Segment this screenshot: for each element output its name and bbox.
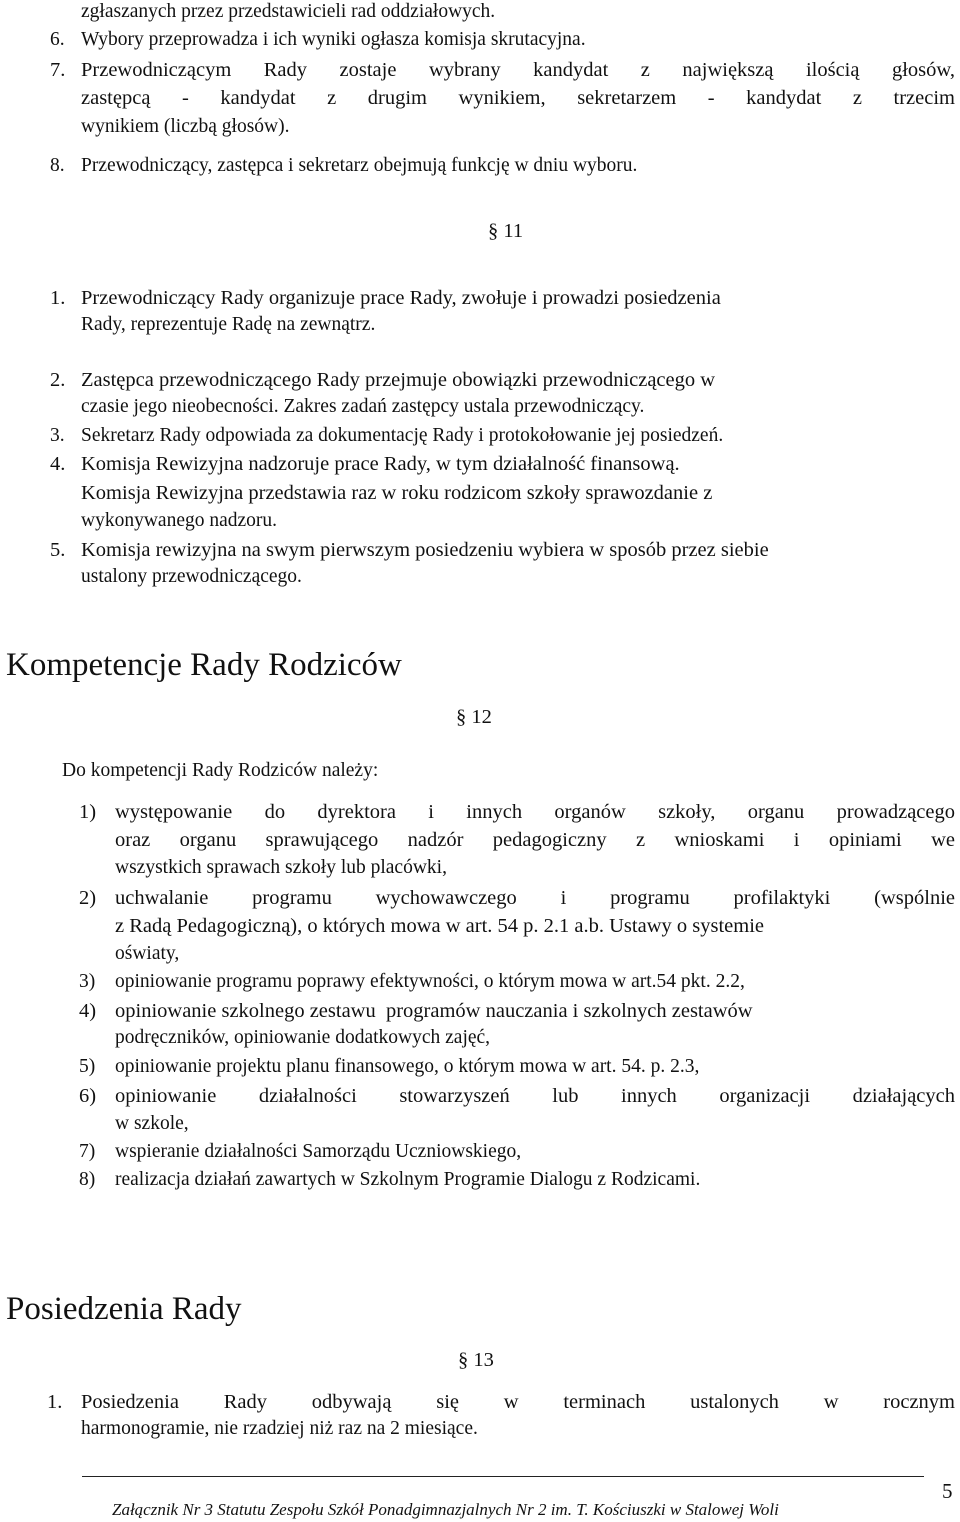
list-item-text: Posiedzenia Rady odbywają się w terminach ustalonych w rocznym	[81, 1391, 955, 1413]
list-item-text: opiniowanie szkolnego zestawu programów nauczania i szkolnych zestawów	[115, 1000, 753, 1022]
section-sign-13: § 13	[458, 1349, 494, 1371]
list-item-text: wykonywanego nadzoru.	[81, 510, 278, 531]
list-item-number: 4.	[50, 453, 66, 475]
list-item-number: 7)	[79, 1141, 96, 1162]
footer-divider	[82, 1476, 924, 1477]
list-item-text: oraz organu sprawującego nadzór pedagogiczny z wnioskami i opiniami we	[115, 829, 955, 851]
list-item-text: wynikiem (liczbą głosów).	[81, 116, 290, 137]
list-item-text: opiniowanie działalności stowarzyszeń lub innych organizacji działających	[115, 1085, 955, 1107]
list-item-text: harmonogramie, nie rzadziej niż raz na 2 miesiące.	[81, 1418, 478, 1439]
list-item-text: Przewodniczący, zastępca i sekretarz obejmują funkcję w dniu wyboru.	[81, 155, 638, 176]
list-item-text: w szkole,	[115, 1113, 189, 1134]
list-item-number: 8.	[50, 155, 65, 176]
list-item-text: uchwalanie programu wychowawczego i programu profilaktyki (wspólnie	[115, 887, 955, 909]
list-item-text: Komisja Rewizyjna przedstawia raz w roku rodzicom szkoły sprawozdanie z	[81, 482, 713, 504]
section-sign-12: § 12	[456, 706, 492, 728]
list-item-number: 4)	[79, 1000, 97, 1022]
list-item-text: Komisja rewizyjna na swym pierwszym posiedzeniu wybiera w sposób przez siebie	[81, 539, 769, 561]
section-heading-competences: Kompetencje Rady Rodziców	[6, 647, 402, 683]
list-item-number: 3.	[50, 425, 65, 446]
list-item-number: 3)	[79, 971, 96, 992]
list-item-text: wszystkich sprawach szkoły lub placówki,	[115, 857, 447, 878]
list-item-number: 8)	[79, 1169, 96, 1190]
list-item-text: realizacja działań zawartych w Szkolnym Programie Dialogu z Rodzicami.	[115, 1169, 701, 1190]
list-item-text: podręczników, opiniowanie dodatkowych zajęć,	[115, 1027, 491, 1048]
footer-text: Załącznik Nr 3 Statutu Zespołu Szkół Ponadgimnazjalnych Nr 2 im. T. Kościuszki w Stalowej Woli	[112, 1500, 779, 1519]
list-item-number: 1.	[47, 1391, 63, 1413]
list-item-text: zastępcą - kandydat z drugim wynikiem, sekretarzem - kandydat z trzecim	[81, 87, 955, 109]
list-item-text: Zastępca przewodniczącego Rady przejmuje obowiązki przewodniczącego w	[81, 369, 716, 391]
list-item-number: 1)	[79, 801, 97, 823]
list-item-number: 2.	[50, 369, 66, 391]
list-item-text: zgłaszanych przez przedstawicieli rad oddziałowych.	[81, 1, 496, 22]
list-item-text: występowanie do dyrektora i innych organów szkoły, organu prowadzącego	[115, 801, 955, 823]
list-item-text: wspieranie działalności Samorządu Uczniowskiego,	[115, 1141, 522, 1162]
list-item-number: 6)	[79, 1085, 97, 1107]
list-item-text: Sekretarz Rady odpowiada za dokumentację Rady i protokołowanie jej posiedzeń.	[81, 425, 724, 446]
section-heading-meetings: Posiedzenia Rady	[6, 1291, 242, 1327]
list-item-number: 2)	[79, 887, 97, 909]
list-item-text: Przewodniczącym Rady zostaje wybrany kandydat z największą ilością głosów,	[81, 59, 955, 81]
list-item-number: 6.	[50, 29, 65, 50]
list-item-text: Komisja Rewizyjna nadzoruje prace Rady, w tym działalność finansową.	[81, 453, 680, 475]
list-item-text: Przewodniczący Rady organizuje prace Rady, zwołuje i prowadzi posiedzenia	[81, 287, 721, 309]
list-item-text: z Radą Pedagogiczną), o których mowa w art. 54 p. 2.1 a.b. Ustawy o systemie	[115, 915, 765, 937]
list-item-text: opiniowanie projektu planu finansowego, o którym mowa w art. 54. p. 2.3,	[115, 1056, 700, 1077]
list-item-text: oświaty,	[115, 943, 180, 964]
list-item-text: ustalony przewodniczącego.	[81, 566, 302, 587]
list-item-number: 5)	[79, 1056, 96, 1077]
list-item-text: Rady, reprezentuje Radę na zewnątrz.	[81, 314, 376, 335]
page-number: 5	[942, 1479, 953, 1503]
list-item-number: 5.	[50, 539, 66, 561]
section-intro: Do kompetencji Rady Rodziców należy:	[62, 760, 379, 781]
section-sign-11: § 11	[488, 220, 524, 242]
list-item-number: 7.	[50, 59, 66, 81]
list-item-text: czasie jego nieobecności. Zakres zadań zastępcy ustala przewodniczący.	[81, 396, 645, 417]
list-item-number: 1.	[50, 287, 66, 309]
list-item-text: opiniowanie programu poprawy efektywności, o którym mowa w art.54 pkt. 2.2,	[115, 971, 745, 992]
list-item-text: Wybory przeprowadza i ich wyniki ogłasza komisja skrutacyjna.	[81, 29, 586, 50]
